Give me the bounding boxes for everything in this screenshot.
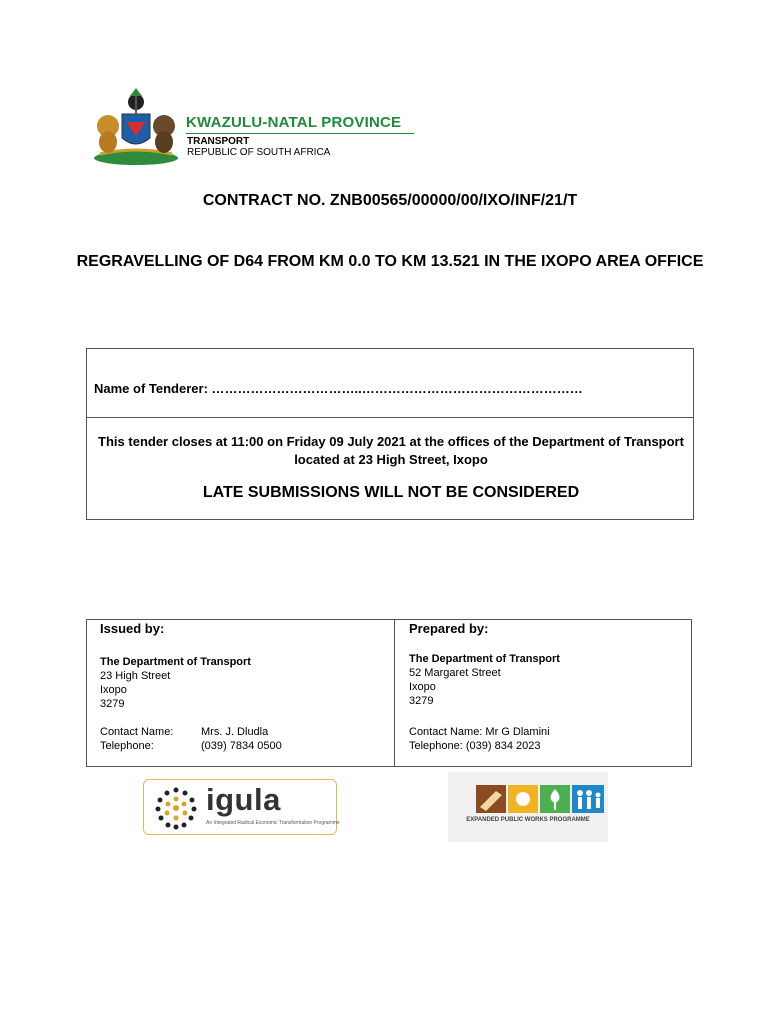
issued-code: 3279 [100, 698, 125, 710]
tenderer-label: Name of Tenderer: [94, 381, 208, 396]
prepared-by-heading: Prepared by: [409, 621, 489, 636]
issued-by-address [100, 655, 251, 711]
header-divider [186, 133, 414, 134]
issued-org: The Department of Transport [100, 656, 251, 668]
contract-number: CONTRACT NO. ZNB00565/00000/00/IXO/INF/21/T [202, 192, 578, 209]
epwp-logo [448, 772, 608, 842]
coat-of-arms-icon [92, 88, 180, 166]
epwp-label: EXPANDED PUBLIC WORKS PROGRAMME [466, 817, 590, 823]
country-name: REPUBLIC OF SOUTH AFRICA [187, 147, 331, 158]
issued-contact-label: Contact Name: [100, 726, 174, 738]
igula-logo [143, 779, 340, 835]
issued-street: 23 High Street [100, 670, 171, 682]
prepared-by-address [409, 652, 560, 708]
prepared-street: 52 Margaret Street [409, 667, 501, 679]
igula-tagline: An Integrated Radical Economic Transformation Programme [206, 820, 340, 826]
issued-contact-name: Mrs. J. Dludla [201, 726, 269, 738]
closing-notice: This tender closes at 11:00 on Friday 09 July 2021 at the offices of the Department of Transport located at 23 High Street, Ixopo [98, 434, 684, 467]
issued-phone-label: Telephone: [100, 740, 154, 752]
tenderer-name-field: ……………………………..…………………………………………… [211, 381, 583, 396]
epwp-icons [476, 785, 604, 815]
project-title: REGRAVELLING OF D64 FROM KM 0.0 TO KM 13.521 IN THE IXOPO AREA OFFICE [76, 253, 704, 270]
issued-by-heading: Issued by: [100, 621, 165, 636]
issued-phone: (039) 7834 0500 [201, 740, 282, 752]
prepared-code: 3279 [409, 695, 434, 707]
igula-dots-icon [152, 786, 200, 830]
province-name: KWAZULU-NATAL PROVINCE [186, 114, 402, 131]
prepared-town: Ixopo [409, 681, 436, 693]
prepared-by-contact [409, 725, 550, 753]
igula-wordmark: igula [206, 782, 281, 817]
issued-by-contact [100, 725, 282, 753]
prepared-phone-line: Telephone: (039) 834 2023 [409, 740, 541, 752]
tender-divider [86, 417, 694, 418]
prepared-contact-line: Contact Name: Mr G Dlamini [409, 726, 550, 738]
issued-town: Ixopo [100, 684, 127, 696]
department-name: TRANSPORT [187, 136, 250, 147]
issuer-table-divider [394, 619, 395, 767]
late-submission-notice: LATE SUBMISSIONS WILL NOT BE CONSIDERED [202, 484, 580, 501]
prepared-org: The Department of Transport [409, 653, 560, 665]
tenderer-name-row [94, 381, 583, 396]
